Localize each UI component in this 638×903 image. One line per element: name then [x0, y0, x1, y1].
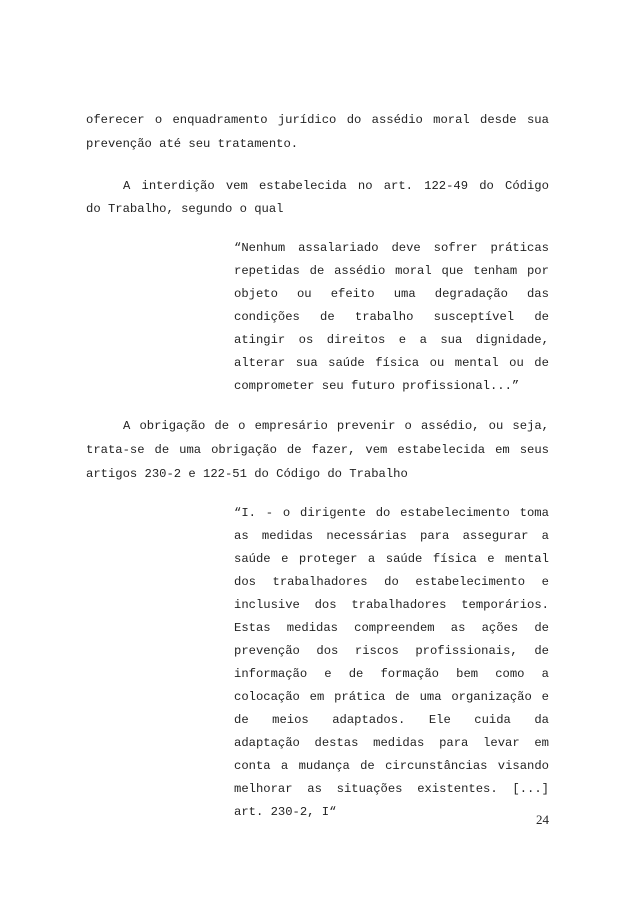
word: empresário	[254, 419, 328, 433]
word: condições	[234, 310, 300, 324]
word: medidas	[261, 529, 314, 543]
word: sofrer	[433, 241, 478, 255]
word: as	[234, 529, 249, 543]
paragraph1-line-1	[86, 112, 549, 128]
word: os	[298, 333, 314, 347]
word: A	[123, 179, 131, 193]
word: interdição	[141, 179, 215, 193]
word: e	[398, 333, 407, 347]
word: saúde	[328, 356, 365, 370]
paragraph2-line-2: do Trabalho, segundo o qual	[86, 202, 284, 216]
word: moral	[395, 264, 432, 278]
word: de	[534, 644, 549, 658]
word: Ele	[428, 713, 451, 727]
word: mental	[454, 356, 499, 370]
word: jurídico	[277, 113, 337, 127]
word: a	[541, 529, 549, 543]
word: moral	[433, 113, 470, 127]
quote1-line-2	[234, 263, 549, 279]
word: dignidade,	[475, 333, 549, 347]
word: vem	[365, 443, 388, 457]
word: do	[384, 575, 399, 589]
word: sua	[295, 356, 318, 370]
word: a	[541, 667, 549, 681]
word: trata-se	[86, 443, 145, 457]
quote2-line-3	[234, 551, 549, 567]
word: prática	[334, 690, 386, 704]
word: dos	[316, 644, 339, 658]
word: dos	[234, 575, 256, 589]
word: colocação	[234, 690, 300, 704]
word: oferecer	[86, 113, 145, 127]
word: existentes.	[417, 782, 498, 796]
paragraph1-line-2: prevenção até seu tratamento.	[86, 137, 299, 151]
word: riscos	[354, 644, 399, 658]
quote2-line-6	[234, 620, 549, 636]
word: ou	[509, 356, 524, 370]
word: uma	[393, 287, 416, 301]
word: práticas	[490, 241, 549, 255]
word: -	[265, 506, 274, 520]
word: estabelecida	[397, 443, 486, 457]
word: de	[348, 667, 364, 681]
word: sua	[526, 113, 549, 127]
word: como	[495, 667, 525, 681]
word: e	[324, 667, 332, 681]
word: dirigente	[300, 506, 366, 520]
word: efeito	[330, 287, 375, 301]
quote2-line-11	[234, 735, 549, 751]
word: física	[375, 356, 420, 370]
word: Estas	[234, 621, 271, 635]
word: necessárias	[326, 529, 407, 543]
quote1-line-6	[234, 355, 549, 371]
word: proteger	[298, 552, 358, 566]
quote2-line-4	[234, 574, 549, 590]
quote2-line-9	[234, 689, 549, 705]
word: mudança	[298, 759, 350, 773]
word: estabelecida	[258, 179, 347, 193]
word: de	[534, 621, 549, 635]
word: atingir	[234, 333, 286, 347]
word: formação	[380, 667, 439, 681]
word: que	[441, 264, 464, 278]
word: o	[282, 506, 291, 520]
word: dos	[314, 598, 337, 612]
word: vem	[225, 179, 248, 193]
word: informação	[234, 667, 308, 681]
quote2-line-8	[234, 666, 549, 682]
word: do	[346, 113, 362, 127]
word: circunstâncias	[385, 759, 488, 773]
word: objeto	[234, 287, 278, 301]
word: prevenção	[234, 644, 300, 658]
word: medidas	[373, 736, 425, 750]
word: assegurar	[462, 529, 529, 543]
word: [...]	[512, 782, 549, 796]
word: e	[487, 552, 495, 566]
word: A	[123, 419, 131, 433]
word: situações	[336, 782, 403, 796]
word: em	[309, 690, 325, 704]
paragraph2-line-1	[123, 178, 549, 194]
word: art.	[383, 179, 413, 193]
word: repetidas	[234, 264, 300, 278]
word: ações	[481, 621, 519, 635]
word: as	[307, 782, 322, 796]
word: adaptados.	[332, 713, 406, 727]
word: ou	[488, 419, 504, 433]
word: seus	[519, 443, 549, 457]
paragraph3-line-3: artigos 230-2 e 122-51 do Código do Trabalho	[86, 467, 408, 481]
word: de	[214, 419, 230, 433]
word: das	[526, 287, 549, 301]
page-number: 24	[536, 812, 549, 827]
word: melhorar	[234, 782, 293, 796]
word: as	[450, 621, 466, 635]
word: levar	[483, 736, 520, 750]
quote1-line-5	[234, 332, 549, 348]
quote2-line-14: art. 230-2, I“	[234, 805, 337, 819]
word: em	[534, 736, 549, 750]
word: uma	[419, 690, 442, 704]
word: trabalho	[354, 310, 414, 324]
word: da	[534, 713, 549, 727]
quote2-line-7	[234, 643, 549, 659]
word: destas	[314, 736, 359, 750]
word: susceptível	[433, 310, 515, 324]
word: 122-49	[424, 179, 469, 193]
word: do	[375, 506, 391, 520]
quote1-line-7: comprometer seu futuro profissional...”	[234, 379, 520, 393]
word: seja,	[512, 419, 549, 433]
word: de	[320, 310, 335, 324]
word: “I.	[234, 506, 256, 520]
word: uma	[179, 443, 202, 457]
quote1-line-4	[234, 309, 549, 325]
word: saúde	[385, 552, 423, 566]
word: do	[479, 179, 494, 193]
word: prevenir	[336, 419, 396, 433]
word: e	[281, 552, 289, 566]
word: de	[360, 759, 375, 773]
word: de	[234, 713, 249, 727]
word: para	[439, 736, 469, 750]
word: meios	[272, 713, 309, 727]
word: e	[541, 690, 549, 704]
word: enquadramento	[172, 113, 268, 127]
word: Código	[505, 179, 549, 193]
word: de	[154, 443, 170, 457]
word: de	[534, 310, 549, 324]
word: e	[541, 575, 549, 589]
word: desde	[480, 113, 517, 127]
quote2-line-10	[234, 712, 549, 728]
word: assédio	[371, 113, 423, 127]
word: inclusive	[234, 598, 300, 612]
word: alterar	[234, 356, 286, 370]
word: direitos	[326, 333, 386, 347]
word: de	[534, 356, 549, 370]
word: por	[526, 264, 549, 278]
quote2-line-12	[234, 758, 549, 774]
word: deve	[391, 241, 421, 255]
word: adaptação	[234, 736, 300, 750]
word: o	[238, 419, 246, 433]
word: profissionais,	[415, 644, 518, 658]
word: estabelecimento	[415, 575, 526, 589]
quote1-line-3	[234, 286, 549, 302]
quote2-line-13	[234, 781, 549, 797]
word: degradação	[434, 287, 508, 301]
word: a	[419, 333, 427, 347]
word: ou	[296, 287, 312, 301]
word: mental	[505, 552, 549, 566]
word: visando	[497, 759, 549, 773]
word: tenham	[473, 264, 518, 278]
word: obrigação	[139, 419, 206, 433]
word: no	[357, 179, 373, 193]
word: trabalhadores	[351, 598, 447, 612]
word: organização	[451, 690, 532, 704]
word: obrigação	[211, 443, 277, 457]
word: ou	[429, 356, 445, 370]
quote2-line-2	[234, 528, 549, 544]
word: em	[495, 443, 510, 457]
word: conta	[234, 759, 271, 773]
word: temporários.	[461, 598, 549, 612]
word: “Nenhum	[234, 241, 286, 255]
quote2-line-5	[234, 597, 549, 613]
word: medidas	[286, 621, 338, 635]
word: saúde	[234, 552, 271, 566]
paragraph3-line-1	[123, 418, 549, 434]
word: cuida	[474, 713, 511, 727]
quote1-line-1	[234, 240, 549, 256]
word: trabalhadores	[272, 575, 368, 589]
word: assédio,	[420, 419, 480, 433]
word: para	[420, 529, 450, 543]
word: de	[309, 264, 325, 278]
paragraph3-line-2	[86, 442, 549, 458]
word: o	[404, 419, 412, 433]
word: física	[432, 552, 477, 566]
word: sua	[440, 333, 463, 347]
word: o	[154, 113, 163, 127]
word: de	[286, 443, 302, 457]
word: assédio	[334, 264, 386, 278]
word: bem	[456, 667, 479, 681]
word: compreendem	[354, 621, 435, 635]
word: de	[395, 690, 410, 704]
word: estabelecimento	[400, 506, 510, 520]
word: assalariado	[298, 241, 379, 255]
word: a	[280, 759, 289, 773]
word: toma	[519, 506, 549, 520]
word: fazer,	[311, 443, 356, 457]
quote2-line-1	[234, 505, 549, 521]
word: a	[367, 552, 376, 566]
